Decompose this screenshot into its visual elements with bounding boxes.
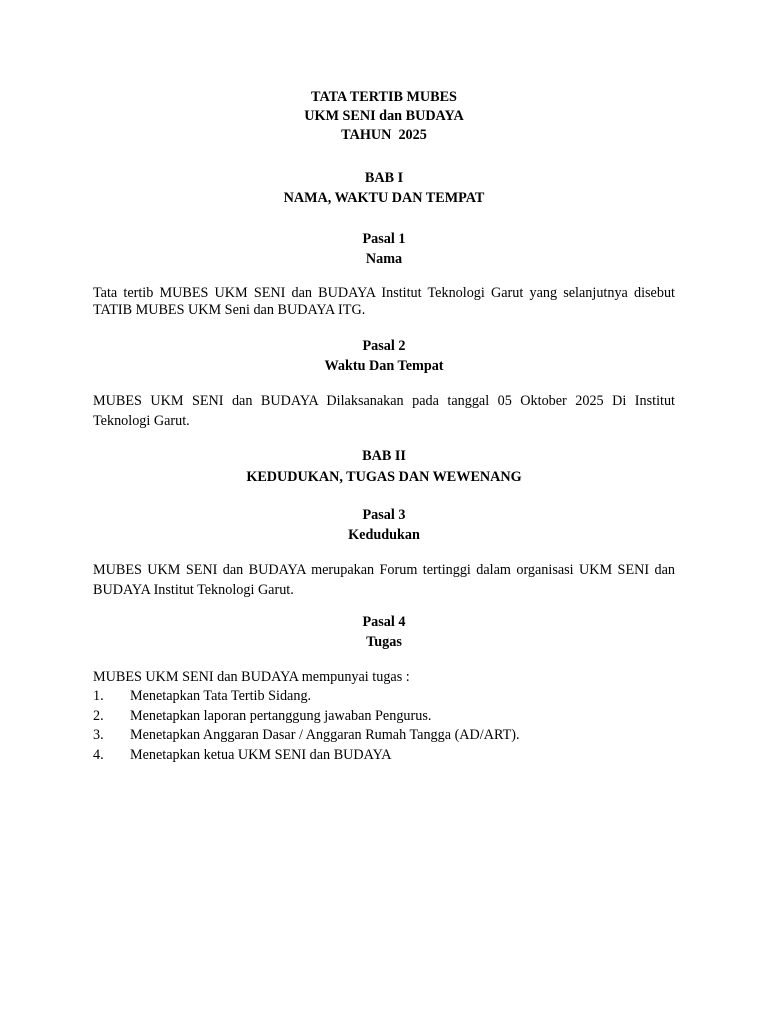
title-line-2: UKM SENI dan BUDAYA: [304, 108, 464, 124]
pasal-4-number: Pasal 4: [362, 614, 406, 630]
pasal-3-heading: [93, 506, 675, 545]
pasal-2-heading: [93, 337, 675, 376]
pasal-4-title: Tugas: [366, 634, 402, 650]
pasal-2-title: Waktu Dan Tempat: [324, 358, 444, 374]
pasal-1-number: Pasal 1: [362, 231, 406, 247]
bab-2-number: BAB II: [362, 448, 406, 464]
pasal-4-heading: [93, 613, 675, 652]
bab-1-heading: [93, 169, 675, 208]
title-line-1: TATA TERTIB MUBES: [311, 89, 457, 105]
list-item-number: 1.: [93, 688, 104, 704]
document-title: [93, 88, 675, 145]
pasal-4-intro: MUBES UKM SENI dan BUDAYA mempunyai tugas :: [93, 669, 410, 685]
list-item: [93, 746, 675, 766]
pasal-1-title: Nama: [365, 251, 403, 267]
bab-2-title: KEDUDUKAN, TUGAS DAN WEWENANG: [246, 469, 522, 485]
list-item-number: 3.: [93, 727, 104, 743]
bab-2-heading: [93, 447, 675, 487]
tugas-list: [93, 687, 675, 765]
list-item-text: Menetapkan ketua UKM SENI dan BUDAYA: [130, 746, 392, 763]
list-item-text: Menetapkan Tata Tertib Sidang.: [130, 688, 312, 704]
list-item-text: Menetapkan Anggaran Dasar / Anggaran Rumah Tangga (AD/ART).: [130, 727, 520, 743]
bab-1-title: NAMA, WAKTU DAN TEMPAT: [283, 190, 485, 206]
pasal-3-number: Pasal 3: [362, 507, 406, 523]
pasal-3-title: Kedudukan: [348, 527, 420, 543]
document-content: [93, 88, 675, 765]
pasal-2-text: MUBES UKM SENI dan BUDAYA Dilaksanakan pada tanggal 05 Oktober 2025 Di Institut Teknologi Garut.: [93, 393, 675, 429]
bab-1-number: BAB I: [364, 170, 404, 186]
title-line-3: TAHUN 2025: [341, 127, 427, 143]
list-item: [93, 707, 675, 727]
pasal-1-text: Tata tertib MUBES UKM SENI dan BUDAYA Institut Teknologi Garut yang selanjutnya disebut TATIB MUBES UKM Seni dan BUDAYA ITG.: [93, 285, 675, 318]
list-item-number: 2.: [93, 707, 104, 724]
pasal-1-heading: [93, 230, 675, 269]
list-item: [93, 687, 675, 707]
list-item-text: Menetapkan laporan pertanggung jawaban Pengurus.: [130, 707, 432, 724]
list-item: [93, 726, 675, 746]
pasal-2-number: Pasal 2: [362, 338, 406, 354]
pasal-3-text: MUBES UKM SENI dan BUDAYA merupakan Forum tertinggi dalam organisasi UKM SENI dan BUDAYA Institut Teknologi Garut.: [93, 562, 675, 598]
list-item-number: 4.: [93, 746, 104, 763]
